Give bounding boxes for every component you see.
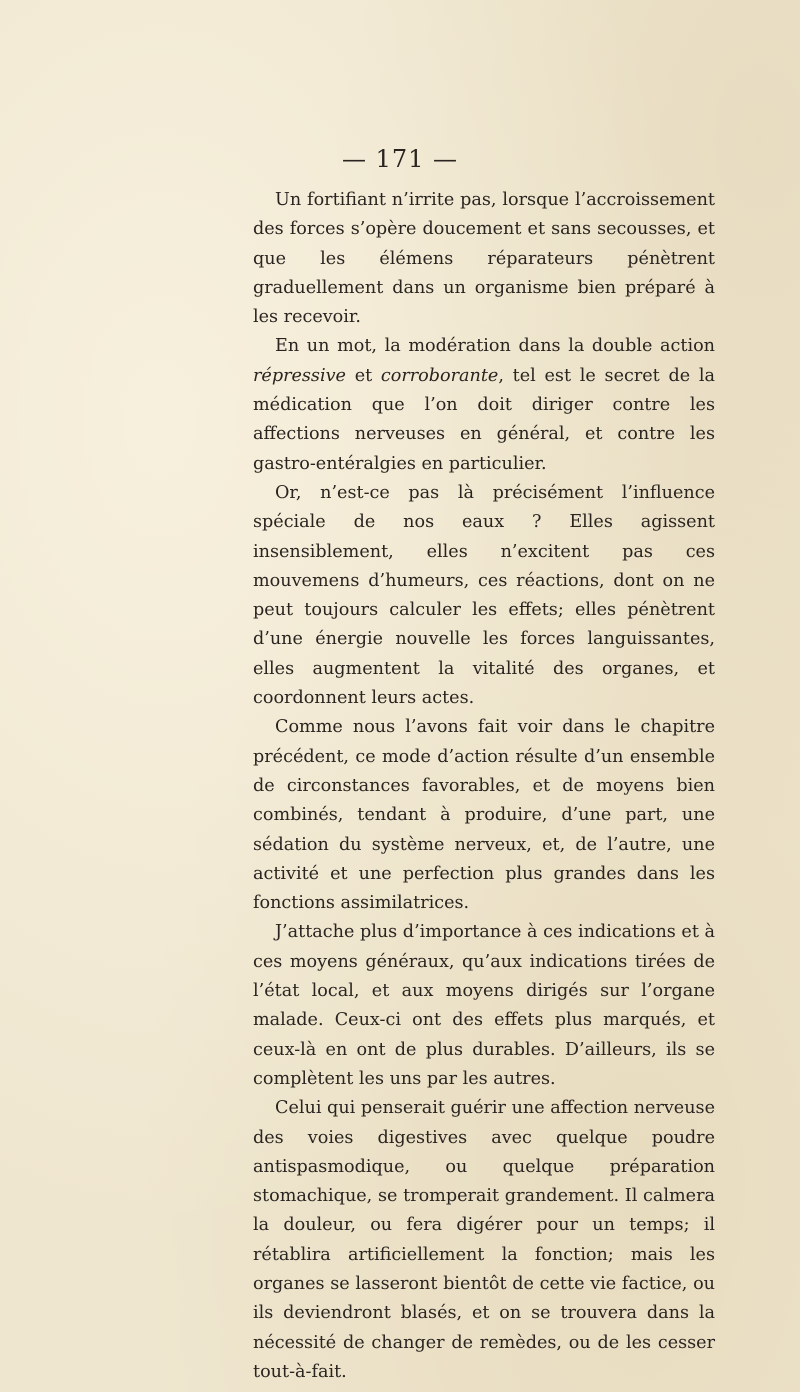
paragraph-3: Or, n’est-ce pas là précisément l’influence spéciale de nos eaux ? Elles agissent insensiblement, elles n’excitent pas ces mouvemens d’humeurs, ces réactions, dont on ne peut toujours calculer les effets; elles pénètrent d’une énergie nouvelle les forces languissantes, elles augmentent la vitalité des organes, et coordonnent leurs actes. xyxy=(253,482,715,709)
page-number: — 171 — xyxy=(341,145,459,173)
emphasis-corroborante: corroborante xyxy=(380,365,499,386)
paragraph-2-part-2: et xyxy=(345,365,381,386)
paragraph-2 xyxy=(253,332,715,478)
paragraph-4: Comme nous l’avons fait voir dans le chapitre précédent, ce mode d’action résulte d’un ensemble de circonstances favorables, et de moyens bien combinés, tendant à produire, d’une part, une sédation du système nerveux, et, de l’autre, une activité et une perfection plus grandes dans les fonctions assimilatrices. xyxy=(253,717,715,914)
paragraph-2-part-3: , tel est le secret de la médication que l’on doit diriger contre les affections nerveuses en général, et contre les gastro-entéralgies en particulier. xyxy=(253,365,715,474)
paragraph-5: J’attache plus d’importance à ces indications et à ces moyens généraux, qu’aux indications tirées de l’état local, et aux moyens dirigés sur l’organe malade. Ceux-ci ont des effets plus marqués, et ceux-là en ont de plus durables. D’ailleurs, ils se complètent les uns par les autres. xyxy=(253,922,715,1089)
paragraph-2-part-1: En un mot, la modération dans la double action xyxy=(275,336,715,357)
paragraph-6: Celui qui penserait guérir une affection nerveuse des voies digestives avec quelque poudre antispasmodique, ou quelque préparation stomachique, se tromperait grandement. Il calmera la douleur, ou fera digérer pour un temps; il rétablira artificiellement la fonction; mais les organes se lasseront bientôt de cette vie factice, ou ils deviendront blasés, et on se trouvera dans la nécessité de changer de remèdes, ou de les cesser tout-à-fait. xyxy=(253,1098,715,1382)
emphasis-repressive: répressive xyxy=(253,365,346,386)
body-text xyxy=(253,186,715,1387)
paragraph-1: Un fortifiant n’irrite pas, lorsque l’accroissement des forces s’opère doucement et sans secousses, et que les élémens réparateurs pénètrent graduellement dans un organisme bien préparé à les recevoir. xyxy=(253,190,715,328)
